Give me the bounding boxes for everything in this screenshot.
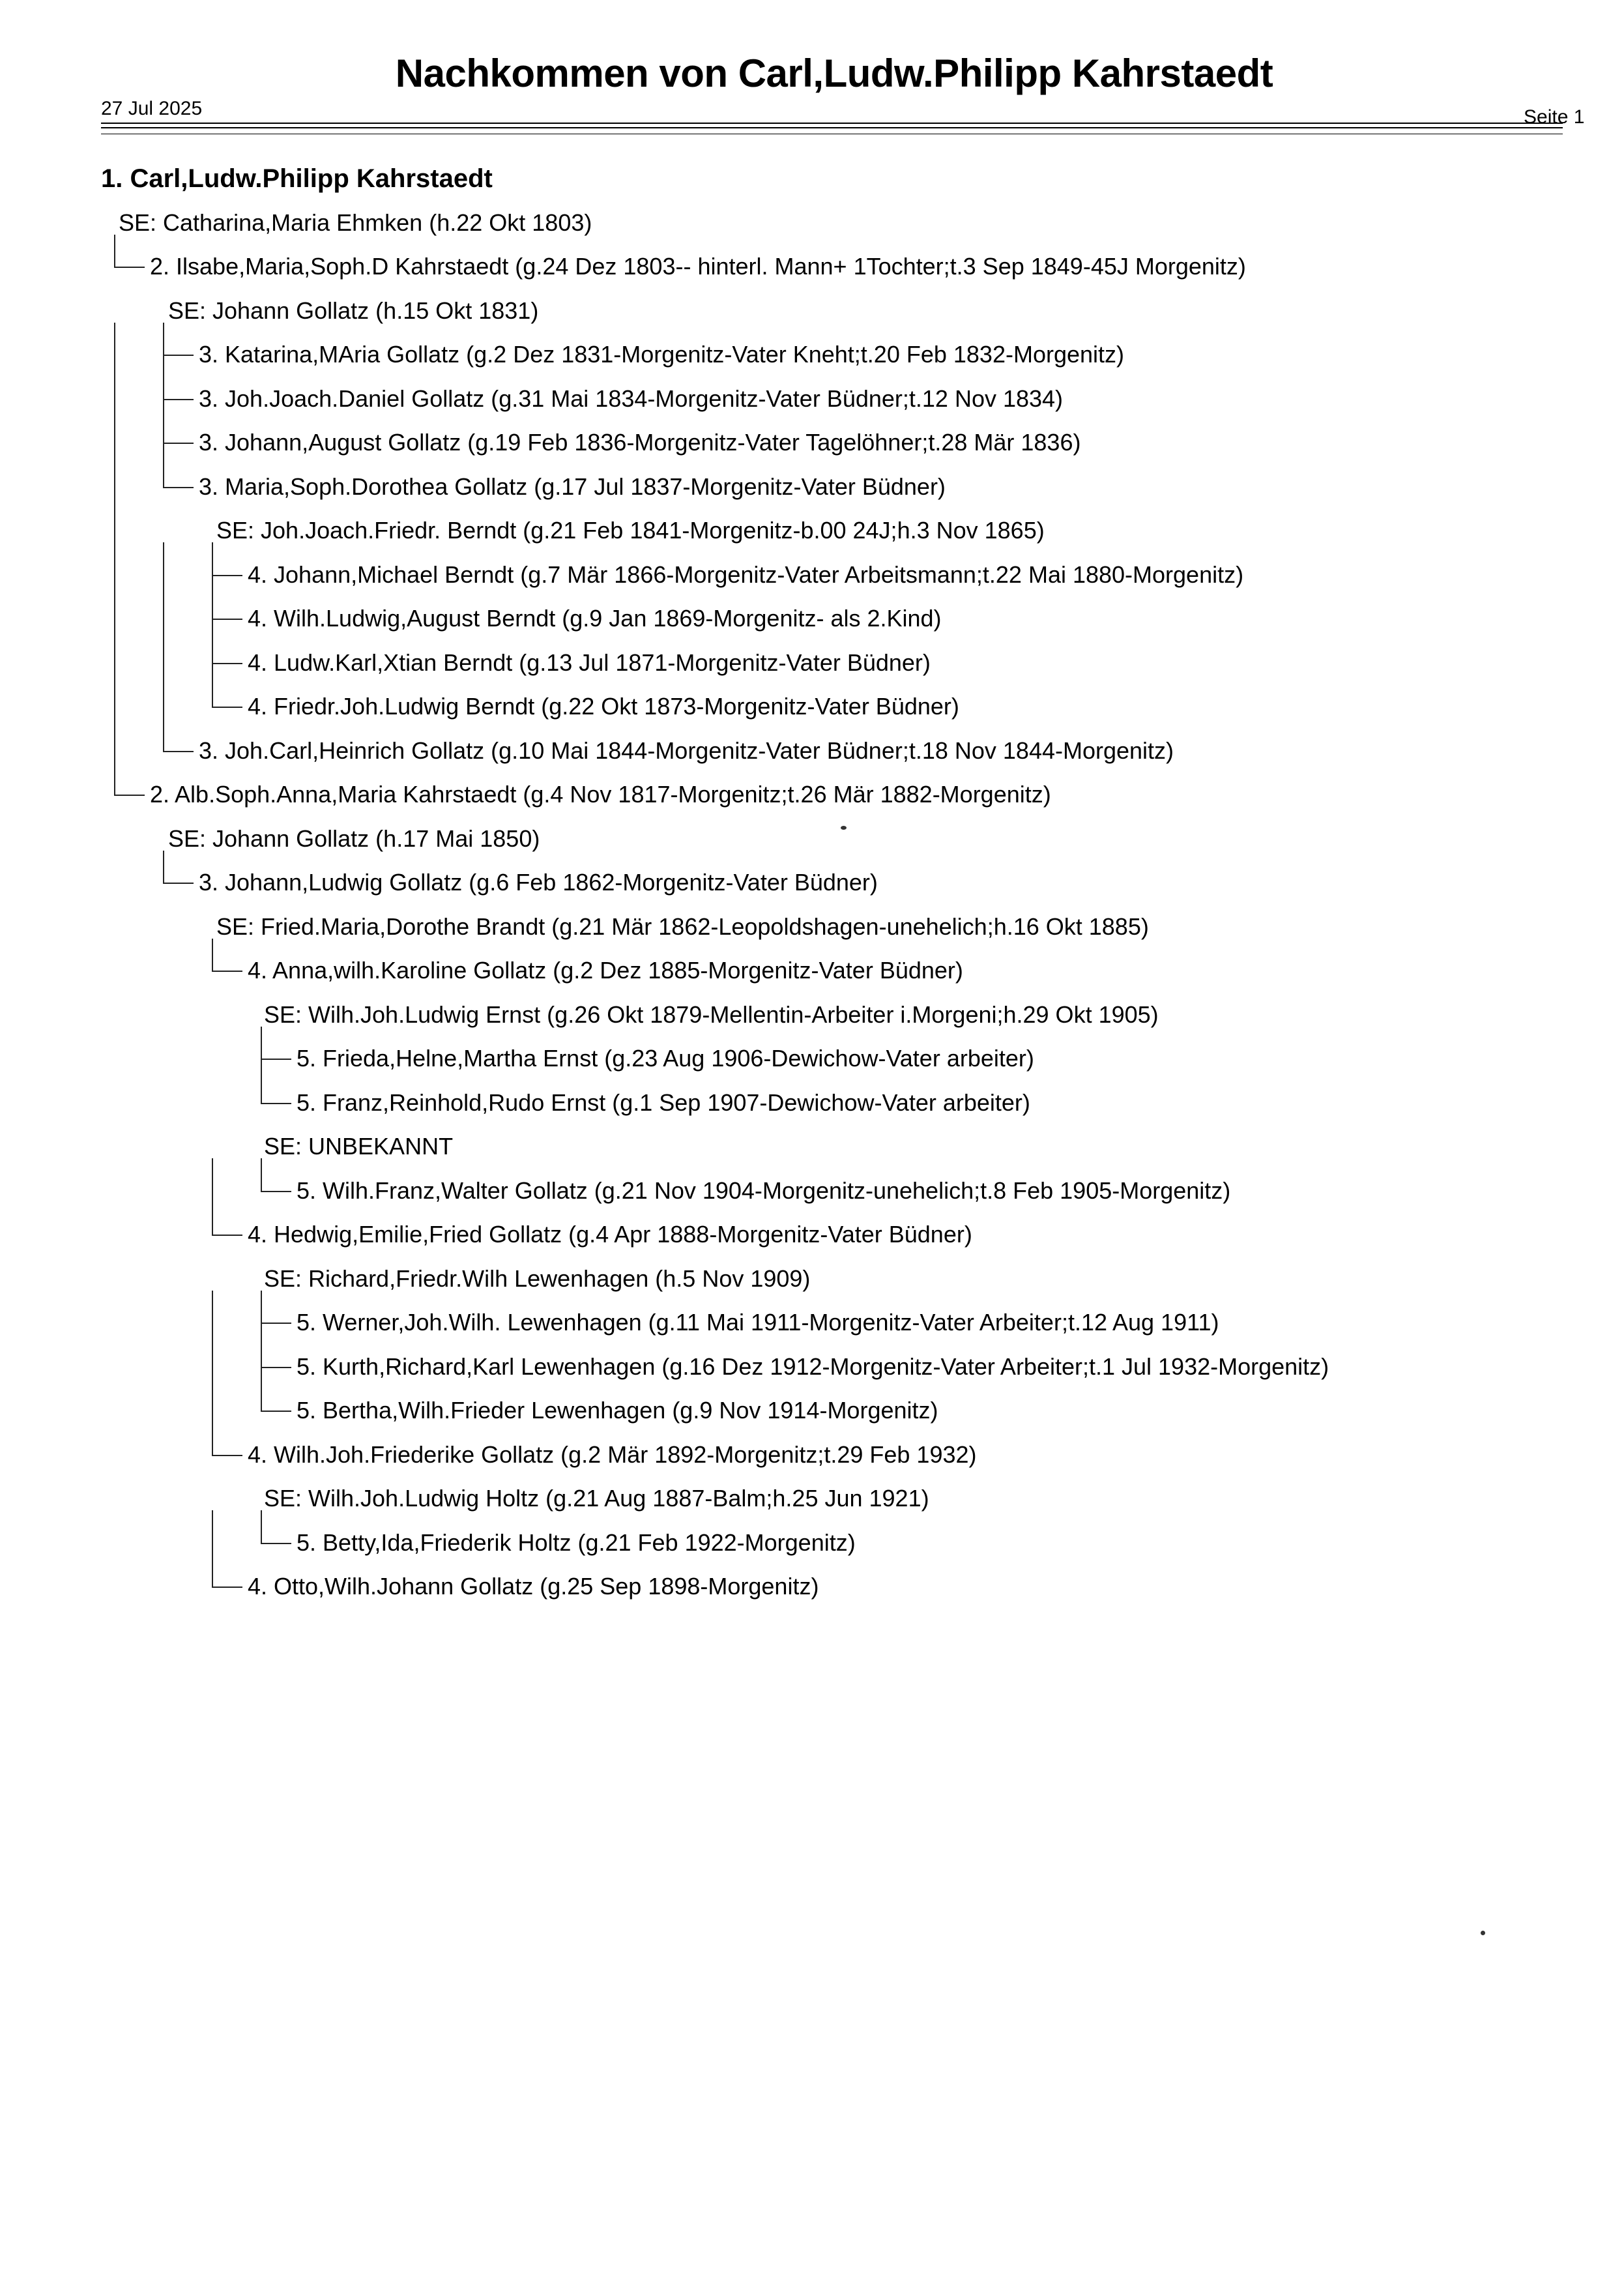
spouse-entry: SE: Johann Gollatz (h.15 Okt 1831)	[168, 297, 539, 324]
person-entry: 4. Otto,Wilh.Johann Gollatz (g.25 Sep 1898-Morgenitz)	[248, 1573, 819, 1600]
tree-connector	[163, 542, 164, 751]
tree-branch	[261, 1411, 291, 1412]
tree-connector	[114, 323, 115, 795]
person-entry: 5. Franz,Reinhold,Rudo Ernst (g.1 Sep 1907-Dewichow-Vater arbeiter)	[297, 1089, 1030, 1116]
tree-branch	[212, 663, 242, 664]
tree-branch	[261, 1367, 291, 1368]
tree-branch	[261, 1191, 291, 1192]
spouse-entry: SE: Richard,Friedr.Wilh Lewenhagen (h.5 Nov 1909)	[264, 1265, 811, 1292]
person-entry: 4. Ludw.Karl,Xtian Berndt (g.13 Jul 1871-Morgenitz-Vater Büdner)	[248, 649, 931, 676]
tree-branch	[163, 487, 194, 488]
tree-connector	[261, 1158, 262, 1191]
spouse-entry: SE: UNBEKANNT	[264, 1133, 454, 1160]
person-entry: 3. Joh.Joach.Daniel Gollatz (g.31 Mai 1834-Morgenitz-Vater Büdner;t.12 Nov 1834)	[199, 385, 1064, 412]
person-entry: 2. Alb.Soph.Anna,Maria Kahrstaedt (g.4 Nov 1817-Morgenitz;t.26 Mär 1882-Morgenitz)	[150, 781, 1051, 808]
tree-branch	[163, 399, 194, 400]
person-entry: 4. Friedr.Joh.Ludwig Berndt (g.22 Okt 1873-Morgenitz-Vater Büdner)	[248, 693, 959, 720]
tree-connector	[163, 851, 164, 883]
spouse-entry: SE: Catharina,Maria Ehmken (h.22 Okt 1803)	[119, 209, 592, 236]
person-entry: 4. Johann,Michael Berndt (g.7 Mär 1866-Morgenitz-Vater Arbeitsmann;t.22 Mai 1880-Morgenitz)	[248, 561, 1244, 588]
person-entry: 3. Johann,August Gollatz (g.19 Feb 1836-Morgenitz-Vater Tagelöhner;t.28 Mär 1836)	[199, 429, 1081, 456]
tree-connector	[212, 1510, 213, 1587]
scan-speck	[841, 826, 847, 830]
tree-connector	[212, 1158, 213, 1235]
person-entry: 5. Frieda,Helne,Martha Ernst (g.23 Aug 1906-Dewichow-Vater arbeiter)	[297, 1045, 1034, 1072]
print-date: 27 Jul 2025	[101, 98, 203, 119]
person-entry: 3. Katarina,MAria Gollatz (g.2 Dez 1831-Morgenitz-Vater Kneht;t.20 Feb 1832-Morgenitz)	[199, 341, 1125, 368]
tree-branch	[212, 1235, 242, 1236]
person-entry: 5. Kurth,Richard,Karl Lewenhagen (g.16 Dez 1912-Morgenitz-Vater Arbeiter;t.1 Jul 1932-Morgenitz)	[297, 1353, 1329, 1380]
tree-branch	[114, 795, 145, 796]
spouse-entry: SE: Johann Gollatz (h.17 Mai 1850)	[168, 825, 540, 852]
tree-branch	[212, 971, 242, 972]
tree-connector	[212, 542, 213, 707]
person-entry: 4. Wilh.Joh.Friederike Gollatz (g.2 Mär 1892-Morgenitz;t.29 Feb 1932)	[248, 1441, 977, 1468]
tree-branch	[212, 575, 242, 576]
person-entry: 2. Ilsabe,Maria,Soph.D Kahrstaedt (g.24 Dez 1803-- hinterl. Mann+ 1Tochter;t.3 Sep 1849-45J Morgenitz)	[150, 253, 1246, 280]
tree-connector	[261, 1291, 262, 1411]
person-entry: 3. Maria,Soph.Dorothea Gollatz (g.17 Jul 1837-Morgenitz-Vater Büdner)	[199, 473, 946, 500]
spouse-entry: SE: Fried.Maria,Dorothe Brandt (g.21 Mär 1862-Leopoldshagen-unehelich;h.16 Okt 1885)	[216, 913, 1149, 940]
tree-connector	[212, 1291, 213, 1455]
page-number: Seite 1	[1524, 106, 1585, 128]
tree-branch	[212, 619, 242, 620]
tree-branch	[163, 443, 194, 444]
person-entry: 4. Hedwig,Emilie,Fried Gollatz (g.4 Apr 1888-Morgenitz-Vater Büdner)	[248, 1221, 972, 1248]
person-entry: 5. Werner,Joh.Wilh. Lewenhagen (g.11 Mai 1911-Morgenitz-Vater Arbeiter;t.12 Aug 1911)	[297, 1309, 1219, 1336]
tree-branch	[261, 1103, 291, 1104]
person-entry: 5. Bertha,Wilh.Frieder Lewenhagen (g.9 Nov 1914-Morgenitz)	[297, 1397, 938, 1424]
spouse-entry: SE: Wilh.Joh.Ludwig Holtz (g.21 Aug 1887-Balm;h.25 Jun 1921)	[264, 1485, 929, 1512]
person-entry: 1. Carl,Ludw.Philipp Kahrstaedt	[101, 164, 493, 193]
tree-branch	[163, 883, 194, 884]
person-entry: 3. Johann,Ludwig Gollatz (g.6 Feb 1862-Morgenitz-Vater Büdner)	[199, 869, 878, 896]
tree-branch	[261, 1059, 291, 1060]
tree-connector	[114, 235, 115, 267]
person-entry: 5. Wilh.Franz,Walter Gollatz (g.21 Nov 1904-Morgenitz-unehelich;t.8 Feb 1905-Morgenitz)	[297, 1177, 1231, 1204]
person-entry: 4. Wilh.Ludwig,August Berndt (g.9 Jan 1869-Morgenitz- als 2.Kind)	[248, 605, 942, 632]
document-title: Nachkommen von Carl,Ludw.Philipp Kahrstaedt	[395, 51, 1273, 95]
person-entry: 3. Joh.Carl,Heinrich Gollatz (g.10 Mai 1844-Morgenitz-Vater Büdner;t.18 Nov 1844-Morgenitz)	[199, 737, 1174, 764]
tree-branch	[163, 355, 194, 356]
tree-connector	[212, 939, 213, 971]
scan-speck	[1481, 1931, 1485, 1935]
tree-branch	[261, 1543, 291, 1544]
spouse-entry: SE: Wilh.Joh.Ludwig Ernst (g.26 Okt 1879-Mellentin-Arbeiter i.Morgeni;h.29 Okt 1905)	[264, 1001, 1159, 1028]
tree-connector	[163, 323, 164, 487]
spouse-entry: SE: Joh.Joach.Friedr. Berndt (g.21 Feb 1841-Morgenitz-b.00 24J;h.3 Nov 1865)	[216, 517, 1045, 544]
tree-branch	[212, 1587, 242, 1588]
person-entry: 5. Betty,Ida,Friederik Holtz (g.21 Feb 1922-Morgenitz)	[297, 1529, 856, 1556]
tree-connector	[261, 1510, 262, 1543]
tree-connector	[261, 1027, 262, 1103]
tree-branch	[261, 1323, 291, 1324]
tree-branch	[163, 751, 194, 752]
tree-branch	[212, 1455, 242, 1456]
tree-branch	[114, 267, 145, 268]
tree-branch	[212, 707, 242, 708]
person-entry: 4. Anna,wilh.Karoline Gollatz (g.2 Dez 1885-Morgenitz-Vater Büdner)	[248, 957, 963, 984]
